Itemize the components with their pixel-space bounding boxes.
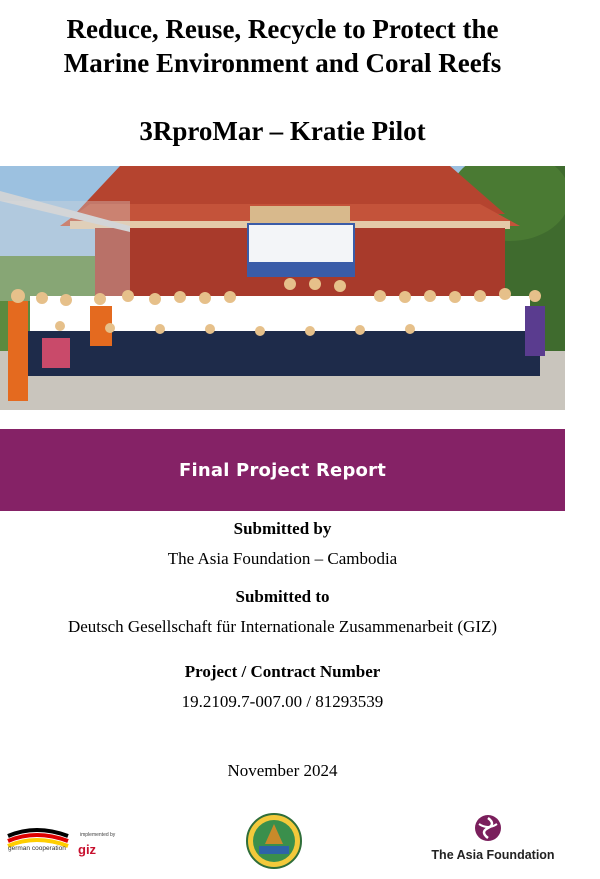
giz-logo: giz <box>78 842 97 857</box>
title-line-2: Marine Environment and Coral Reefs <box>63 48 502 78</box>
report-subtitle: 3RproMar – Kratie Pilot <box>139 116 426 146</box>
report-type-banner <box>0 429 565 511</box>
report-title <box>0 12 565 80</box>
german-cooperation-logo <box>6 822 146 864</box>
submitted-by-value: The Asia Foundation – Cambodia <box>167 549 398 568</box>
kratie-emblem-logo <box>245 812 303 870</box>
submitted-to-label: Submitted to <box>235 587 330 606</box>
submitted-to-value: Deutsch Gesellschaft für Internationale Zusammenarbeit (GIZ) <box>67 617 498 636</box>
report-date: November 2024 <box>227 761 338 780</box>
contract-value: 19.2109.7-007.00 / 81293539 <box>181 692 384 711</box>
submitted-by-label: Submitted by <box>233 519 332 538</box>
title-line-1: Reduce, Reuse, Recycle to Protect the <box>66 14 499 44</box>
banner-label: Final Project Report <box>178 459 387 481</box>
asia-foundation-name: The Asia Foundation <box>431 848 555 862</box>
cover-photo <box>0 166 565 410</box>
german-cooperation-text: german cooperation <box>8 845 66 852</box>
contract-label: Project / Contract Number <box>184 662 381 681</box>
implemented-by-text: implemented by <box>80 832 116 838</box>
